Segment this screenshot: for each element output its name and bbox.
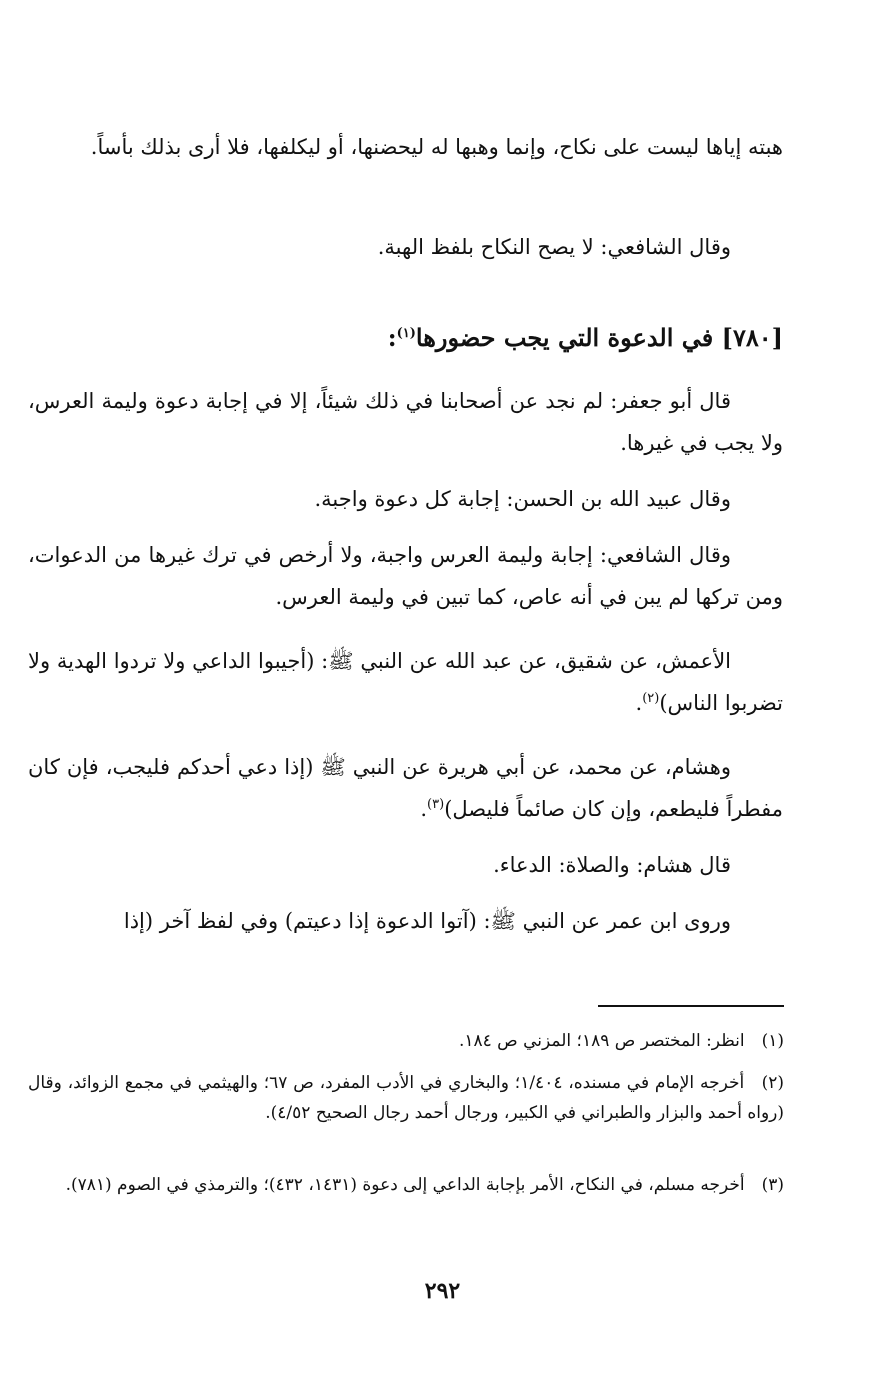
paragraph-ibn-umar: وروى ابن عمر عن النبي ﷺ: (آتوا الدعوة إذا دعيتم) وفي لفظ آخر (إذا bbox=[123, 909, 731, 933]
paragraph-shafii-hiba: وقال الشافعي: لا يصح النكاح بلفظ الهبة. bbox=[377, 235, 731, 259]
paragraph-continuation: هبته إياها ليست على نكاح، وإنما وهبها له ليحضنها، أو ليكلفها، فلا أرى بذلك بأساً. bbox=[90, 135, 783, 159]
footnote-text: أخرجه الإمام في مسنده، ١/٤٠٤؛ والبخاري في الأدب المفرد، ص ٦٧؛ والهيثمي في مجمع الزوائد، وقال (رواه أحمد والبزار والطبراني في الكبير، ورجال أحمد رجال الصحيح ٤/٥٢). bbox=[28, 1073, 784, 1123]
paragraph-abu-jafar: قال أبو جعفر: لم نجد عن أصحابنا في ذلك شيئاً، إلا في إجابة دعوة وليمة العرس، ولا يجب في غيرها. bbox=[28, 389, 783, 455]
footnote-1 bbox=[28, 1026, 784, 1056]
footnote-ref-3: (٣) bbox=[427, 797, 445, 812]
footnote-number: (٣) bbox=[761, 1175, 784, 1195]
period: . bbox=[635, 691, 643, 715]
paragraph-ubaydallah: وقال عبيد الله بن الحسن: إجابة كل دعوة واجبة. bbox=[314, 487, 731, 511]
footnote-text: انظر: المختصر ص ١٨٩؛ المزني ص ١٨٤. bbox=[458, 1031, 745, 1051]
page-number: ٢٩٢ bbox=[424, 1278, 461, 1304]
footnote-ref-2: (٢) bbox=[642, 691, 660, 706]
footnote-divider bbox=[598, 1005, 784, 1007]
paragraph-hisham-salat: قال هشام: والصلاة: الدعاء. bbox=[493, 853, 731, 877]
footnote-2 bbox=[28, 1068, 784, 1128]
hadith-amash-text: الأعمش، عن شقيق، عن عبد الله عن النبي ﷺ: (أجيبوا الداعي ولا تردوا الهدية ولا تضربوا الناس) bbox=[28, 649, 783, 715]
footnote-ref-1: (١) bbox=[396, 326, 416, 341]
heading-colon: : bbox=[387, 323, 397, 352]
paragraph-hadith-hisham bbox=[28, 746, 783, 830]
footnote-number: (٢) bbox=[761, 1073, 784, 1093]
period: . bbox=[420, 797, 428, 821]
paragraph-shafii-walima: وقال الشافعي: إجابة وليمة العرس واجبة، ولا أرخص في ترك غيرها من الدعوات، ومن تركها لم يبن في أنه عاص، كما تبين في وليمة العرس. bbox=[28, 543, 783, 609]
paragraph-hadith-amash bbox=[28, 640, 783, 724]
footnote-text: أخرجه مسلم، في النكاح، الأمر بإجابة الداعي إلى دعوة (١٤٣١، ٤٣٢)؛ والترمذي في الصوم (٧٨١). bbox=[65, 1175, 745, 1195]
footnote-3 bbox=[28, 1170, 784, 1200]
footnote-number: (١) bbox=[761, 1031, 784, 1051]
section-heading-text: [٧٨٠] في الدعوة التي يجب حضورها bbox=[415, 323, 783, 352]
hadith-hisham-text: وهشام، عن محمد، عن أبي هريرة عن النبي ﷺ (إذا دعي أحدكم فليجب، فإن كان مفطراً فليطعم، وإن كان صائماً فليصل) bbox=[28, 755, 783, 821]
section-heading bbox=[28, 318, 783, 358]
